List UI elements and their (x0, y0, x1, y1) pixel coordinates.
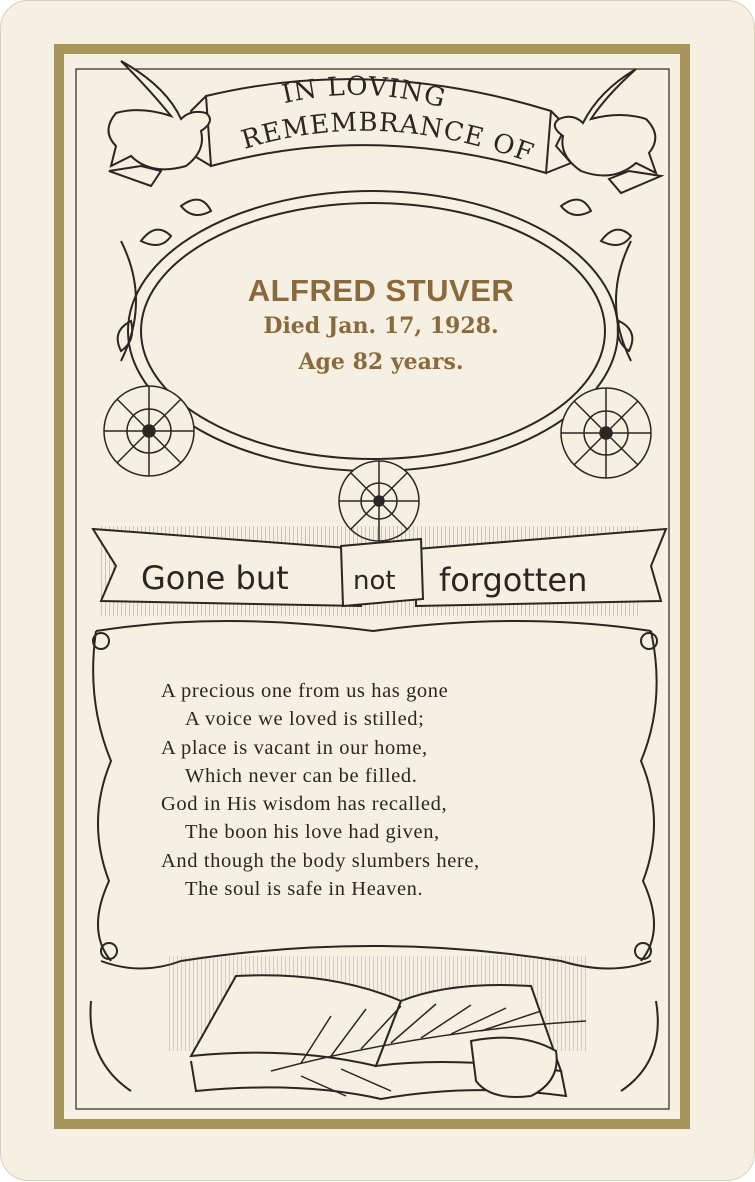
passion-flower-icon (561, 388, 651, 478)
memorial-poem (161, 677, 621, 903)
header-line1: IN LOVING (279, 71, 450, 115)
poem-line: The soul is safe in Heaven. (185, 878, 424, 901)
dove-icon (555, 69, 661, 193)
banner-right-text: forgotten (439, 561, 588, 599)
card-illustration (1, 1, 755, 1182)
poem-line: The boon his love had given, (185, 821, 440, 844)
poem-line: And though the body slumbers here, (161, 849, 480, 872)
banner-middle-text: not (353, 566, 396, 596)
banner-left-text: Gone but (141, 559, 289, 597)
poem-line: A voice we loved is stilled; (185, 708, 425, 731)
deceased-name: ALFRED STUVER (247, 273, 515, 308)
poem-line: A precious one from us has gone (161, 680, 449, 702)
open-book-icon (191, 975, 566, 1099)
poem-line: God in His wisdom has recalled, (161, 793, 448, 816)
poem-line: Which never can be filled. (185, 764, 418, 787)
passion-flower-icon (104, 386, 194, 476)
header-line2: REMEMBRANCE OF (238, 107, 538, 170)
age-at-death: Age 82 years. (298, 349, 464, 375)
poem-line: A place is vacant in our home, (161, 736, 428, 759)
date-of-death: Died Jan. 17, 1928. (263, 313, 499, 339)
top-ribbon (186, 72, 571, 173)
dove-icon (109, 61, 211, 186)
